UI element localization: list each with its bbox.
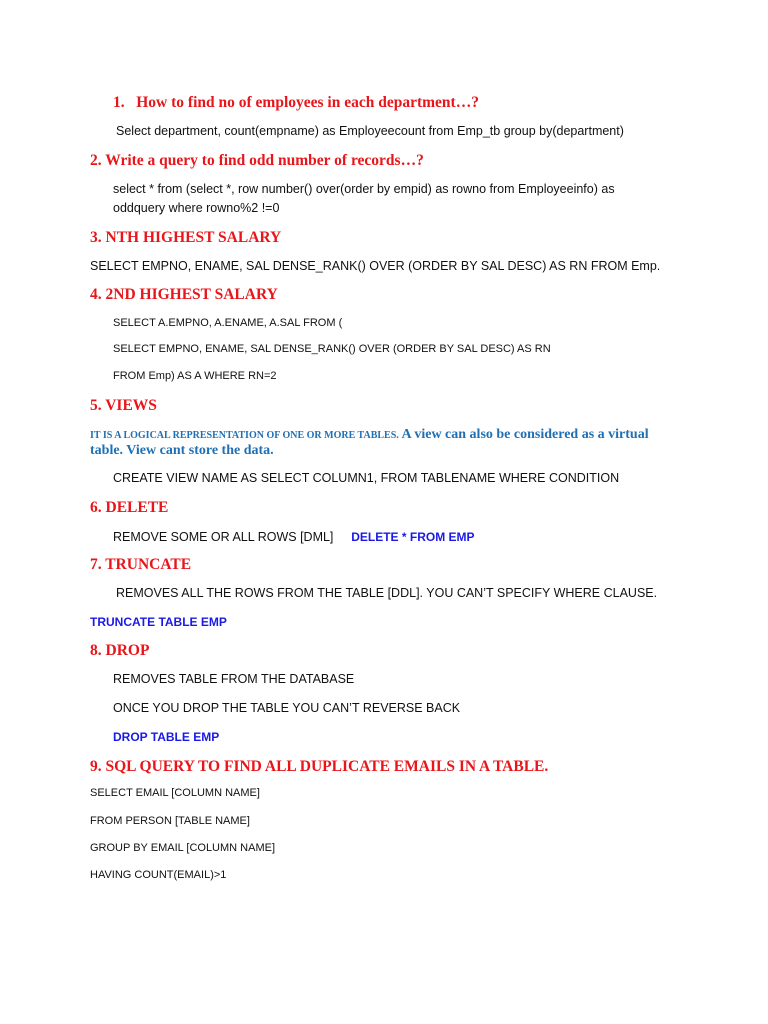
- q1-heading-text: How to find no of employees in each department…?: [136, 94, 479, 111]
- q4-line2: SELECT EMPNO, ENAME, SAL DENSE_RANK() OVER (ORDER BY SAL DESC) AS RN: [113, 343, 551, 355]
- q9-line2: FROM PERSON [TABLE NAME]: [90, 815, 250, 827]
- q3-query: SELECT EMPNO, ENAME, SAL DENSE_RANK() OVER (ORDER BY SAL DESC) AS RN FROM Emp.: [90, 259, 661, 273]
- q5-desc-big: A view can also be considered as a virtual: [398, 427, 649, 442]
- q8-command: DROP TABLE EMP: [113, 730, 220, 744]
- q2-query-line2: oddquery where rowno%2 !=0: [113, 201, 280, 215]
- q5-description-line2: table. View cant store the data.: [90, 443, 274, 458]
- q9-heading: 9. SQL QUERY TO FIND ALL DUPLICATE EMAILS IN A TABLE.: [90, 758, 549, 775]
- q6-text: REMOVE SOME OR ALL ROWS [DML]: [113, 530, 334, 544]
- q7-command: TRUNCATE TABLE EMP: [90, 615, 227, 629]
- q1-query: Select department, count(empname) as Employeecount from Emp_tb group by(department): [116, 124, 624, 138]
- q6-line: [113, 528, 475, 546]
- q5-desc-small: IT IS A LOGICAL REPRESENTATION OF ONE OR MORE TABLES.: [90, 430, 399, 441]
- q4-line3: FROM Emp) AS A WHERE RN=2: [113, 370, 277, 382]
- q1-number: 1.: [113, 94, 125, 111]
- q2-query-line1: select * from (select *, row number() over(order by empid) as rowno from Employeeinfo) as: [113, 182, 615, 196]
- q4-heading: 4. 2ND HIGHEST SALARY: [90, 286, 278, 303]
- q1-heading: [113, 94, 479, 112]
- q4-line1: SELECT A.EMPNO, A.ENAME, A.SAL FROM (: [113, 317, 343, 329]
- q8-text2: ONCE YOU DROP THE TABLE YOU CAN’T REVERSE BACK: [113, 701, 461, 715]
- q2-heading: 2. Write a query to find odd number of records…?: [90, 152, 424, 169]
- q9-line4: HAVING COUNT(EMAIL)>1: [90, 869, 227, 881]
- q3-heading: 3. NTH HIGHEST SALARY: [90, 229, 282, 246]
- q6-command: DELETE * FROM EMP: [351, 530, 475, 544]
- q9-line1: SELECT EMAIL [COLUMN NAME]: [90, 787, 260, 799]
- q5-heading: 5. VIEWS: [90, 397, 157, 414]
- q8-heading: 8. DROP: [90, 642, 150, 659]
- q7-heading: 7. TRUNCATE: [90, 556, 192, 573]
- q5-query: CREATE VIEW NAME AS SELECT COLUMN1, FROM TABLENAME WHERE CONDITION: [113, 471, 620, 485]
- q5-description-line1: [90, 425, 649, 443]
- q8-text1: REMOVES TABLE FROM THE DATABASE: [113, 672, 355, 686]
- q6-heading: 6. DELETE: [90, 499, 169, 516]
- q9-line3: GROUP BY EMAIL [COLUMN NAME]: [90, 842, 276, 854]
- q7-text: REMOVES ALL THE ROWS FROM THE TABLE [DDL]. YOU CAN’T SPECIFY WHERE CLAUSE.: [116, 586, 658, 600]
